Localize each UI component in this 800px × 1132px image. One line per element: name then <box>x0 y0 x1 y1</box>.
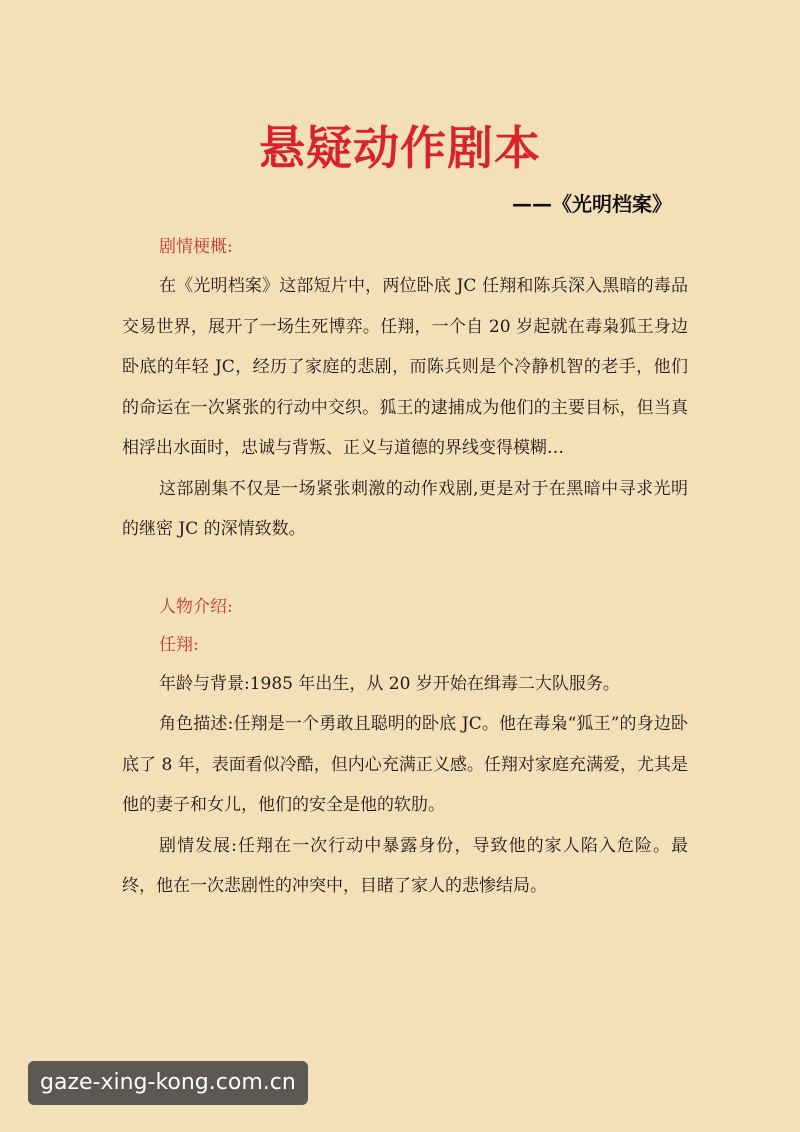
character-paragraph: 年龄与背景:1985 年出生，从 20 岁开始在缉毒二大队服务。 <box>159 673 620 694</box>
synopsis-paragraph: 在《光明档案》这部短片中，两位卧底 JC 任翔和陈兵深入黑暗的毒品交易世界，展开了一场生死博弈。任翔，一个自 20 岁起就在毒枭狐王身边卧底的年轻 JC，经历了家庭的悲剧，而陈兵则是个冷静机智的老手，他们的命运在一次紧张的行动中交织。狐王的逮捕成为他们的主要目标，但当真相浮出水面时，忠诚与背叛、正义与道德的界线变得模糊… <box>122 276 688 458</box>
character-paragraph: 角色描述:任翔是一个勇敢且聪明的卧底 JC。他在毒枭“狐王”的身边卧底了 8 年，表面看似冷酷，但内心充满正义感。任翔对家庭充满爱，尤其是他的妻子和女儿，他们的安全是他的软肋。 <box>122 714 688 815</box>
characters-heading: 人物介绍: <box>159 596 233 617</box>
synopsis-paragraph: 这部剧集不仅是一场紧张刺激的动作戏剧,更是对于在黑暗中寻求光明的继密 JC 的深情致数。 <box>122 478 688 539</box>
watermark-badge: gaze-xing-kong.com.cn <box>28 1061 308 1105</box>
character-name: 任翔: <box>159 634 199 655</box>
document-title: 悬疑动作剧本 <box>259 121 541 175</box>
section-spacer <box>122 550 688 588</box>
document-subtitle: ——《光明档案》 <box>512 192 672 216</box>
document-body <box>122 228 688 907</box>
synopsis-heading: 剧情梗概: <box>159 237 233 257</box>
character-paragraph: 剧情发展:任翔在一次行动中暴露身份，导致他的家人陷入危险。最终，他在一次悲剧性的冲突中，目睹了家人的悲惨结局。 <box>122 835 688 896</box>
